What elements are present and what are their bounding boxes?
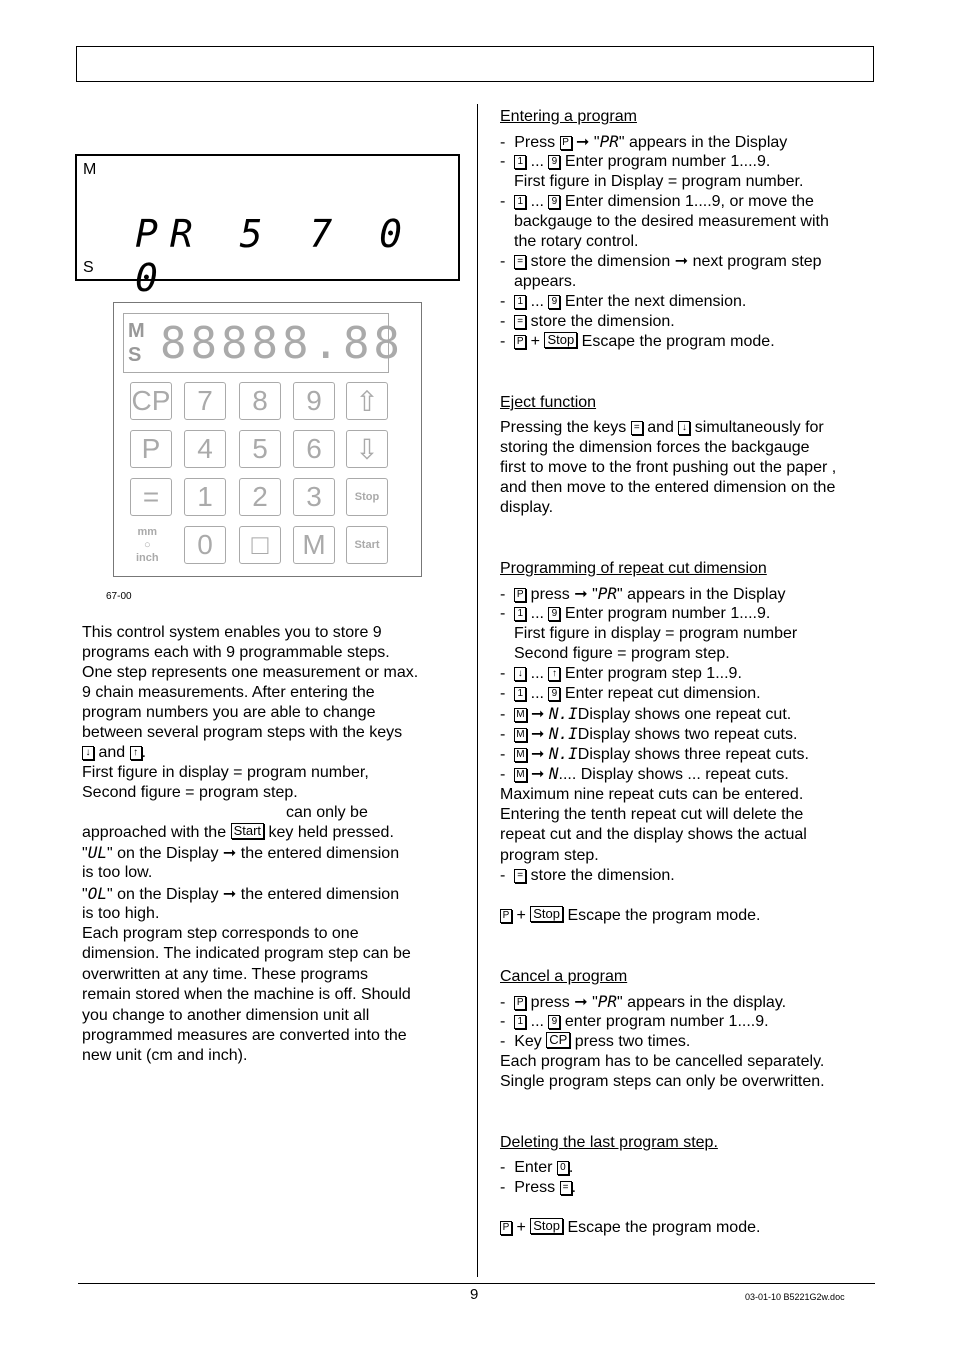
repeat-line: First figure in display = program number [514,625,798,642]
down-key-icon: ↓ [82,746,94,760]
repeat-line: program step. [500,847,599,864]
left-line: Each program step corresponds to one [82,925,359,942]
keypad-digits: 88888.88 [160,318,404,369]
left-line: you change to another dimension unit all [82,1007,370,1024]
left-line: new unit (cm and inch). [82,1047,248,1064]
cancel-line: Each program has to be cancelled separately. [500,1053,825,1070]
section-title-eject: Eject function [500,394,597,411]
section-title-deleting: Deleting the last program step. [500,1134,718,1151]
repeat-line: - 1 ... 9 Enter program number 1....9. [500,605,771,622]
left-line: "UL" on the Display ➞ the entered dimension [82,843,400,862]
section-title-repeat: Programming of repeat cut dimension [500,560,767,577]
start-key-icon: Start [231,823,264,839]
cancel-line: - 1 ... 9 enter program number 1....9. [500,1013,769,1030]
lcd-display [75,154,460,300]
doc-reference: 03-01-10 B5221G2w.doc [745,1292,845,1302]
entering-line: - 1 ... 9 Enter the next dimension. [500,293,747,310]
keypad-key-p: P [130,430,172,468]
entering-line: backgauge to the desired measurement with [514,213,829,230]
keypad-key-up: ⇧ [346,382,388,420]
keypad-s-label: S [128,344,142,366]
eject-line: Pressing the keys = and ↓ simultaneously for [500,419,824,436]
keypad-key-4: 4 [184,430,226,468]
left-line: remain stored when the machine is off. Should [82,986,411,1003]
left-line: overwritten at any time. These programs [82,966,369,983]
repeat-line: - M ➞ N.IDisplay shows two repeat cuts. [500,724,798,743]
keypad-key-stop: Stop [346,478,388,516]
deleting-line: P + Stop Escape the program mode. [500,1218,760,1238]
entering-line: - 1 ... 9 Enter program number 1....9. [500,153,771,170]
repeat-line: - ↓ ... ↑ Enter program step 1...9. [500,665,742,682]
keypad-key-m: M [293,526,335,564]
left-line: program numbers you are able to change [82,704,376,721]
repeat-line: - = store the dimension. [500,867,675,884]
left-line: between several program steps with the keys [82,724,403,741]
keypad-key-7: 7 [184,382,226,420]
entering-line: First figure in Display = program number. [514,173,804,190]
inch-label: inch [136,552,159,564]
deleting-line: - Press = . [500,1179,577,1196]
repeat-line: Maximum nine repeat cuts can be entered. [500,786,804,803]
left-line: Second figure = program step. [82,784,298,801]
keypad-key-start: Start [346,526,388,564]
repeat-line: Entering the tenth repeat cut will delete the [500,806,804,823]
left-line: ↓ and ↑ . [82,743,146,763]
keypad-key-2: 2 [239,478,281,516]
keypad-key-cp: CP [130,382,172,420]
entering-line: - 1 ... 9 Enter dimension 1....9, or move the [500,193,814,210]
left-line: This control system enables you to store 9 [82,624,382,641]
left-line: programs each with 9 programmable steps. [82,644,390,661]
entering-line: appears. [514,273,577,290]
repeat-line: - M ➞ N.IDisplay shows three repeat cuts. [500,744,809,763]
cancel-line: - P press ➞ "PR" appears in the display. [500,992,787,1011]
left-line: programmed measures are converted into the [82,1027,407,1044]
repeat-line: - M ➞ N.... Display shows ... repeat cuts. [500,764,789,783]
keypad-m-label: M [128,320,145,342]
keypad-display [123,313,404,373]
repeat-line: - M ➞ N.IDisplay shows one repeat cut. [500,704,792,723]
section-title-entering: Entering a program [500,108,637,125]
left-line: dimension. The indicated program step can be [82,945,411,962]
left-line: One step represents one measurement or max. [82,664,419,681]
header-box [76,46,874,82]
repeat-line: - P press ➞ "PR" appears in the Display [500,584,786,603]
repeat-line: Second figure = program step. [514,645,730,662]
left-line: approached with the Start key held pressed. [82,823,394,841]
footer-rule [78,1283,875,1284]
keypad-key-down: ⇩ [346,430,388,468]
left-line: 9 chain measurements. After entering the [82,684,375,701]
repeat-line: P + Stop Escape the program mode. [500,906,760,926]
section-title-cancel: Cancel a program [500,968,628,985]
keypad-key-square: □ [239,526,281,564]
figure-caption: 67-00 [106,591,132,602]
cancel-line: - Key CP press two times. [500,1032,691,1050]
lcd-s-label: S [83,259,94,276]
left-line: can only be [286,804,368,821]
keypad-key-9: 9 [293,382,335,420]
keypad-key-1: 1 [184,478,226,516]
repeat-line: - 1 ... 9 Enter repeat cut dimension. [500,685,761,702]
eject-line: display. [500,499,554,516]
left-line: is too low. [82,864,153,881]
keypad-key-5: 5 [239,430,281,468]
entering-line: - Press P ➞ "PR" appears in the Display [500,132,788,151]
up-key-icon: ↑ [130,746,142,760]
keypad-key-8: 8 [239,382,281,420]
eject-line: first to move to the front pushing out the paper , [500,459,837,476]
unit-led-icon: ○ [143,539,151,551]
column-divider [477,104,478,1277]
keypad-figure [113,302,422,577]
entering-line: - P + Stop Escape the program mode. [500,332,775,350]
entering-line: - = store the dimension ➞ next program step [500,253,822,270]
eject-line: storing the dimension forces the backgauge [500,439,810,456]
lcd-readout: PR 5 7 0 0 [135,212,415,300]
cancel-line: Single program steps can only be overwritten. [500,1073,825,1090]
entering-line: - = store the dimension. [500,313,675,330]
page-number: 9 [470,1286,479,1303]
repeat-line: repeat cut and the display shows the actual [500,826,807,843]
lcd-m-label: M [83,161,97,178]
mm-label: mm [137,526,158,538]
keypad-key-6: 6 [293,430,335,468]
left-line: "OL" on the Display ➞ the entered dimension [82,884,400,903]
left-line: is too high. [82,905,160,922]
keypad-key-0: 0 [184,526,226,564]
keypad-key-3: 3 [293,478,335,516]
left-line: First figure in display = program number, [82,764,369,781]
keypad-key-equals: = [130,478,172,516]
unit-indicator [136,526,159,565]
entering-line: the rotary control. [514,233,639,250]
eject-line: and then move to the entered dimension on the [500,479,836,496]
deleting-line: - Enter 0 . [500,1159,574,1176]
